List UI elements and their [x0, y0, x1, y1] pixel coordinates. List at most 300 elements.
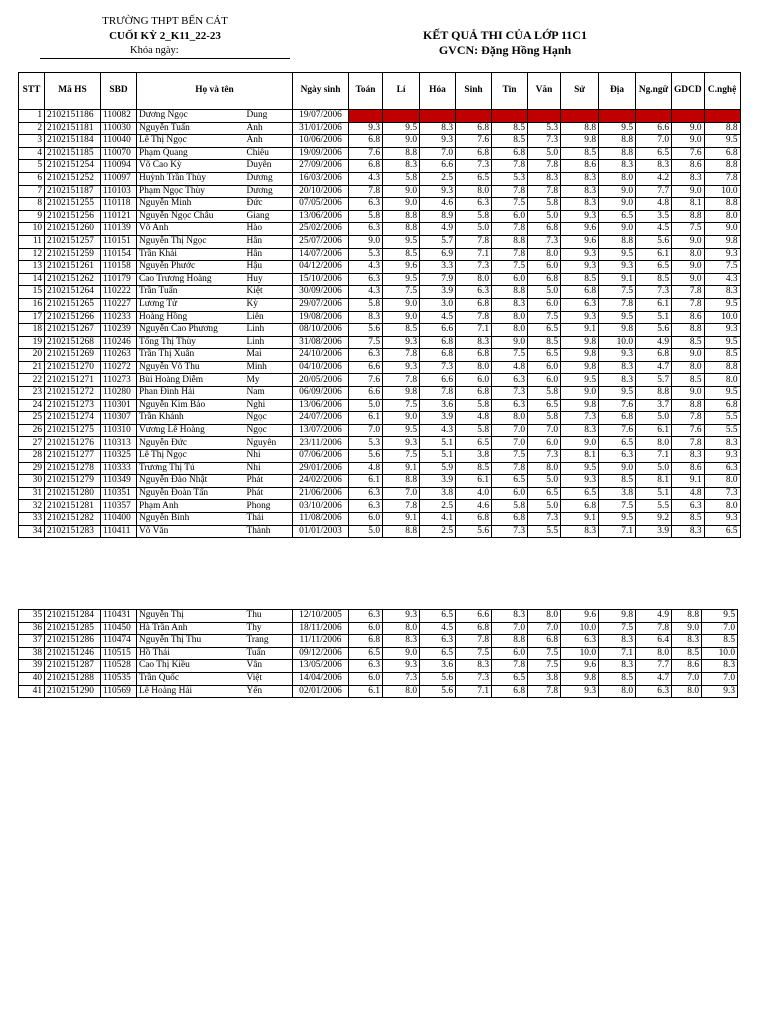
table-row: [19, 374, 741, 387]
cell-ngngu: 6.4: [636, 635, 672, 648]
cell-ma-hs: 2102151290: [45, 685, 101, 698]
cell-ma-hs: 2102151278: [45, 462, 101, 475]
cell-sbd: 110349: [101, 475, 137, 488]
cell-stt: 4: [19, 147, 45, 160]
cell-tin: 8.0: [492, 311, 528, 324]
cell-ngngu: 4.7: [636, 672, 672, 685]
cell-ma-hs: 2102151262: [45, 273, 101, 286]
cell-ngay-sinh: 18/11/2006: [293, 622, 349, 635]
cell-stt: 41: [19, 685, 45, 698]
cell-stt: 39: [19, 660, 45, 673]
cell-sinh: 6.5: [456, 437, 492, 450]
cell-toan: 6.3: [349, 660, 383, 673]
cell-ho-dem: Lê Hoàng Hải: [137, 685, 245, 698]
cell-toan: 7.0: [349, 424, 383, 437]
cell-sbd: 110313: [101, 437, 137, 450]
cell-hoa: 2.5: [420, 525, 456, 538]
cell-ngay-sinh: 04/12/2006: [293, 261, 349, 274]
cell-su: 10.0: [561, 647, 599, 660]
table-row: [19, 223, 741, 236]
cell-dia: 7.5: [599, 500, 636, 513]
cell-tin: 8.8: [492, 286, 528, 299]
cell-ma-hs: 2102151266: [45, 311, 101, 324]
cell-ma-hs: 2102151271: [45, 374, 101, 387]
cell-toan: 4.8: [349, 462, 383, 475]
cell-dia: 9.8: [599, 610, 636, 623]
cell-dia: 8.3: [599, 361, 636, 374]
cell-gdcd: 7.0: [672, 672, 702, 685]
cell-ho-dem: Nguyễn Thị: [137, 610, 245, 623]
cell-dia: 9.5: [599, 311, 636, 324]
cell-ten: Đức: [245, 198, 293, 211]
cell-ma-hs: 2102151264: [45, 286, 101, 299]
cell-li: 9.0: [383, 185, 420, 198]
cell-cnghe: 9.5: [704, 336, 740, 349]
cell-ngay-sinh: 12/10/2005: [293, 610, 349, 623]
cell-li: 7.8: [383, 349, 420, 362]
cell-ngngu: 7.0: [636, 135, 672, 148]
cell-sinh: [456, 110, 492, 123]
cell-stt: 5: [19, 160, 45, 173]
cell-cnghe: 9.3: [704, 513, 740, 526]
cell-tin: 6.8: [492, 513, 528, 526]
cell-dia: 9.3: [599, 261, 636, 274]
cell-tin: 7.3: [492, 387, 528, 400]
cell-hoa: 6.9: [420, 248, 456, 261]
cell-ngay-sinh: 24/02/2006: [293, 475, 349, 488]
cell-ma-hs: 2102151272: [45, 387, 101, 400]
cell-ho-dem: Bùi Hoàng Diễm: [137, 374, 245, 387]
cell-ngngu: 3.7: [636, 399, 672, 412]
cell-ten: Dương: [245, 172, 293, 185]
cell-hoa: 3.9: [420, 475, 456, 488]
cell-su: 9.3: [561, 261, 599, 274]
cell-toan: 5.6: [349, 450, 383, 463]
cell-dia: 7.1: [599, 525, 636, 538]
cell-toan: 9.0: [349, 235, 383, 248]
cell-su: 8.5: [561, 147, 599, 160]
cell-dia: 9.1: [599, 273, 636, 286]
cell-stt: 15: [19, 286, 45, 299]
cell-stt: 3: [19, 135, 45, 148]
cell-toan: 7.6: [349, 374, 383, 387]
cell-tin: 7.8: [492, 462, 528, 475]
cell-li: 9.3: [383, 437, 420, 450]
cell-sinh: 6.1: [456, 475, 492, 488]
cell-li: 9.5: [383, 235, 420, 248]
cell-su: 9.3: [561, 311, 599, 324]
cell-li: 9.0: [383, 198, 420, 211]
cell-ho-dem: Phạm Quang: [137, 147, 245, 160]
cell-ten: Việt: [245, 672, 293, 685]
cell-tin: 7.8: [492, 185, 528, 198]
cell-ho-dem: Hồ Thái: [137, 647, 245, 660]
cell-dia: 8.3: [599, 635, 636, 648]
cell-ho-dem: Huỳnh Trần Thùy: [137, 172, 245, 185]
cell-hoa: [420, 110, 456, 123]
cell-toan: 6.6: [349, 361, 383, 374]
cell-ngay-sinh: 20/05/2006: [293, 374, 349, 387]
col-van: Văn: [528, 73, 561, 110]
cell-stt: 40: [19, 672, 45, 685]
cell-dia: 6.5: [599, 210, 636, 223]
cell-sinh: 8.5: [456, 462, 492, 475]
table-row: [19, 336, 741, 349]
cell-su: 8.3: [561, 198, 599, 211]
cell-sbd: 110474: [101, 635, 137, 648]
cell-cnghe: 8.0: [704, 374, 740, 387]
cell-li: 8.3: [383, 635, 420, 648]
cell-sinh: 7.3: [456, 672, 492, 685]
cell-li: 8.8: [383, 525, 420, 538]
cell-hoa: 7.0: [420, 147, 456, 160]
cell-hoa: 6.3: [420, 635, 456, 648]
cell-gdcd: 7.6: [672, 147, 705, 160]
cell-ngay-sinh: 19/07/2006: [293, 110, 349, 123]
cell-tin: 6.0: [492, 273, 528, 286]
cell-ten: Kiệt: [245, 286, 293, 299]
cell-ngngu: 5.0: [636, 462, 672, 475]
cell-gdcd: 8.8: [672, 210, 705, 223]
cell-dia: 9.5: [599, 248, 636, 261]
cell-stt: 13: [19, 261, 45, 274]
cell-sbd: 110246: [101, 336, 137, 349]
cell-gdcd: 9.0: [672, 185, 705, 198]
cell-gdcd: 9.1: [672, 475, 705, 488]
cell-tin: 7.0: [492, 437, 528, 450]
cell-sinh: 6.8: [456, 349, 492, 362]
cell-gdcd: 8.6: [672, 160, 705, 173]
cell-ten: Nhi: [245, 462, 293, 475]
cell-gdcd: 8.6: [672, 462, 705, 475]
cell-li: 7.8: [383, 500, 420, 513]
cell-van: 5.8: [528, 387, 561, 400]
cell-ten: Anh: [245, 122, 293, 135]
cell-ten: Nguyên: [245, 437, 293, 450]
cell-ngngu: 8.0: [636, 437, 672, 450]
table-row: [19, 647, 738, 660]
cell-sinh: 7.6: [456, 135, 492, 148]
cell-tin: 8.3: [492, 298, 528, 311]
cell-stt: 6: [19, 172, 45, 185]
cell-hoa: 4.5: [420, 622, 456, 635]
cell-stt: 24: [19, 399, 45, 412]
cell-ngay-sinh: 07/05/2006: [293, 198, 349, 211]
cell-su: 6.8: [561, 500, 599, 513]
cell-tin: 7.8: [492, 660, 528, 673]
cell-ma-hs: 2102151270: [45, 361, 101, 374]
cell-dia: 8.3: [599, 374, 636, 387]
cell-sbd: 110154: [101, 248, 137, 261]
cell-su: 8.3: [561, 424, 599, 437]
cell-ngay-sinh: 20/10/2006: [293, 185, 349, 198]
cell-ho-dem: Lê Thị Ngọc: [137, 135, 245, 148]
cell-cnghe: 6.8: [704, 399, 740, 412]
cell-ho-dem: Vương Lê Hoàng: [137, 424, 245, 437]
cell-sbd: 110158: [101, 261, 137, 274]
cell-sbd: 110151: [101, 235, 137, 248]
cell-ten: Ngọc: [245, 412, 293, 425]
cell-sinh: 5.6: [456, 525, 492, 538]
table-header-row: [19, 73, 741, 110]
cell-sbd: 110097: [101, 172, 137, 185]
col-toan: Toán: [349, 73, 383, 110]
cell-dia: 8.5: [599, 475, 636, 488]
cell-stt: 30: [19, 475, 45, 488]
cell-ten: Hậu: [245, 261, 293, 274]
cell-dia: 7.6: [599, 424, 636, 437]
cell-ten: Ngọc: [245, 424, 293, 437]
cell-stt: 7: [19, 185, 45, 198]
cell-toan: 6.8: [349, 135, 383, 148]
cell-hoa: 7.9: [420, 273, 456, 286]
cell-li: 8.8: [383, 147, 420, 160]
col-gdcd: GDCD: [672, 73, 705, 110]
cell-van: 6.5: [528, 349, 561, 362]
cell-ma-hs: 2102151285: [45, 622, 101, 635]
table-row: [19, 147, 741, 160]
cell-stt: 2: [19, 122, 45, 135]
cell-li: 8.5: [383, 248, 420, 261]
cell-sinh: 6.3: [456, 198, 492, 211]
cell-stt: 38: [19, 647, 45, 660]
cell-sinh: 7.5: [456, 647, 492, 660]
cell-ngngu: 4.5: [636, 223, 672, 236]
cell-toan: 6.1: [349, 412, 383, 425]
cell-tin: 6.0: [492, 210, 528, 223]
cell-van: 7.0: [528, 622, 561, 635]
table-row: [19, 525, 741, 538]
cell-ho-dem: Võ Cao Kỳ: [137, 160, 245, 173]
cell-li: 8.0: [383, 622, 420, 635]
cell-stt: 35: [19, 610, 45, 623]
cell-hoa: 4.3: [420, 424, 456, 437]
cell-cnghe: 9.8: [704, 235, 740, 248]
cell-ngay-sinh: 01/01/2003: [293, 525, 349, 538]
cell-van: 6.0: [528, 374, 561, 387]
cell-sbd: 110139: [101, 223, 137, 236]
cell-ngngu: 6.6: [636, 122, 672, 135]
cell-ngngu: 7.7: [636, 185, 672, 198]
cell-gdcd: 7.8: [672, 437, 705, 450]
cell-li: 9.3: [383, 361, 420, 374]
cell-ma-hs: 2102151256: [45, 210, 101, 223]
col-tin: Tin: [492, 73, 528, 110]
cell-cnghe: 7.5: [704, 261, 740, 274]
cell-su: 8.3: [561, 185, 599, 198]
cell-su: 9.6: [561, 660, 599, 673]
cell-ten: Duyên: [245, 160, 293, 173]
cell-ngngu: 6.1: [636, 248, 672, 261]
cell-ngay-sinh: 16/03/2006: [293, 172, 349, 185]
cell-ngay-sinh: 13/06/2006: [293, 210, 349, 223]
cell-van: 6.8: [528, 223, 561, 236]
cell-gdcd: 8.5: [672, 513, 705, 526]
cell-su: 9.8: [561, 336, 599, 349]
cell-gdcd: 8.3: [672, 525, 705, 538]
cell-cnghe: 5.5: [704, 424, 740, 437]
col-ma-hs: Mã HS: [45, 73, 101, 110]
cell-dia: 6.5: [599, 437, 636, 450]
cell-tin: 7.5: [492, 349, 528, 362]
cell-sbd: 110411: [101, 525, 137, 538]
cell-li: 8.8: [383, 475, 420, 488]
cell-stt: 18: [19, 324, 45, 337]
cell-ho-dem: Nguyễn Ngọc Châu: [137, 210, 245, 223]
cell-ten: Phát: [245, 475, 293, 488]
cell-dia: 10.0: [599, 336, 636, 349]
cell-ngay-sinh: 08/10/2006: [293, 324, 349, 337]
cell-li: 8.3: [383, 160, 420, 173]
cell-sinh: 7.3: [456, 261, 492, 274]
cell-sinh: 4.6: [456, 500, 492, 513]
cell-ten: Phong: [245, 500, 293, 513]
cell-ho-dem: Phạm Ngọc Thùy: [137, 185, 245, 198]
cell-dia: 8.8: [599, 147, 636, 160]
cell-cnghe: 9.3: [704, 324, 740, 337]
cell-su: 8.6: [561, 160, 599, 173]
cell-ma-hs: 2102151261: [45, 261, 101, 274]
cell-ma-hs: 2102151254: [45, 160, 101, 173]
cell-cnghe: 8.0: [704, 500, 740, 513]
cell-su: 8.8: [561, 122, 599, 135]
cell-ho-dem: Lương Tử: [137, 298, 245, 311]
cell-cnghe: 6.5: [704, 525, 740, 538]
cell-ten: Nhi: [245, 450, 293, 463]
cell-ten: Hân: [245, 248, 293, 261]
cell-stt: 19: [19, 336, 45, 349]
cell-stt: 37: [19, 635, 45, 648]
cell-ngngu: 4.2: [636, 172, 672, 185]
cell-ngngu: 5.7: [636, 374, 672, 387]
cell-ngay-sinh: 15/10/2006: [293, 273, 349, 286]
table-row: [19, 361, 741, 374]
cell-ma-hs: 2102151275: [45, 424, 101, 437]
cell-ho-dem: Trần Quốc: [137, 672, 245, 685]
cell-ngay-sinh: 04/10/2006: [293, 361, 349, 374]
cell-ngay-sinh: 30/09/2006: [293, 286, 349, 299]
table-row: [19, 261, 741, 274]
cell-tin: 7.0: [492, 424, 528, 437]
cell-ngngu: 8.1: [636, 475, 672, 488]
cell-ma-hs: 2102151280: [45, 487, 101, 500]
cell-ho-dem: Cao Thị Kiều: [137, 660, 245, 673]
cell-li: 7.5: [383, 450, 420, 463]
cell-ma-hs: 2102151281: [45, 500, 101, 513]
cell-ma-hs: 2102151184: [45, 135, 101, 148]
cell-ngngu: 6.1: [636, 298, 672, 311]
cell-ma-hs: 2102151187: [45, 185, 101, 198]
cell-sinh: 6.6: [456, 610, 492, 623]
cell-su: 9.3: [561, 248, 599, 261]
cell-sinh: 4.8: [456, 412, 492, 425]
cell-su: 9.8: [561, 672, 599, 685]
cell-ngay-sinh: 27/09/2006: [293, 160, 349, 173]
cell-ten: Mai: [245, 349, 293, 362]
cell-ngay-sinh: 11/08/2006: [293, 513, 349, 526]
cell-hoa: 6.6: [420, 374, 456, 387]
cell-li: 8.0: [383, 685, 420, 698]
cell-van: 5.0: [528, 475, 561, 488]
cell-ngngu: 5.6: [636, 324, 672, 337]
cell-dia: 8.8: [599, 235, 636, 248]
cell-su: 6.8: [561, 286, 599, 299]
cell-sbd: 110535: [101, 672, 137, 685]
cell-ten: Hào: [245, 223, 293, 236]
cell-gdcd: 7.8: [672, 412, 705, 425]
cell-gdcd: 9.0: [672, 273, 705, 286]
cell-tin: 7.8: [492, 248, 528, 261]
cell-cnghe: 8.3: [702, 660, 738, 673]
cell-stt: 26: [19, 424, 45, 437]
cell-toan: 6.3: [349, 223, 383, 236]
cell-gdcd: 7.6: [672, 424, 705, 437]
cell-hoa: 4.9: [420, 223, 456, 236]
cell-ngay-sinh: 06/09/2006: [293, 387, 349, 400]
table-row: [19, 672, 738, 685]
cell-su: 9.3: [561, 685, 599, 698]
cell-ho-dem: Lê Thị Ngọc: [137, 450, 245, 463]
cell-ngngu: 7.7: [636, 660, 672, 673]
cell-li: 7.3: [383, 672, 420, 685]
cell-tin: 7.3: [492, 525, 528, 538]
cell-hoa: 5.6: [420, 685, 456, 698]
cell-gdcd: 8.5: [672, 647, 702, 660]
cell-ten: Trang: [245, 635, 293, 648]
cell-gdcd: 9.0: [672, 122, 705, 135]
cell-tin: 7.5: [492, 450, 528, 463]
cell-dia: 8.3: [599, 660, 636, 673]
table-row: [19, 437, 741, 450]
cell-tin: 6.8: [492, 685, 528, 698]
cell-ho-dem: Trần Tuấn: [137, 286, 245, 299]
cell-ma-hs: 2102151274: [45, 412, 101, 425]
table-row: [19, 235, 741, 248]
cell-ten: Dung: [245, 110, 293, 123]
cell-sinh: 6.0: [456, 374, 492, 387]
cell-ten: Kỳ: [245, 298, 293, 311]
cell-toan: 6.3: [349, 273, 383, 286]
cell-ho-dem: Phạm Anh: [137, 500, 245, 513]
cell-su: 7.3: [561, 412, 599, 425]
cell-toan: 5.8: [349, 210, 383, 223]
cell-ten: Thy: [245, 622, 293, 635]
cell-toan: 6.1: [349, 685, 383, 698]
cell-hoa: 5.6: [420, 672, 456, 685]
cell-cnghe: 8.3: [704, 286, 740, 299]
cell-hoa: 5.1: [420, 450, 456, 463]
cell-toan: 6.1: [349, 475, 383, 488]
cell-stt: 9: [19, 210, 45, 223]
cell-ho-dem: Nguyễn Bình: [137, 513, 245, 526]
cell-cnghe: 8.8: [704, 198, 740, 211]
cell-tin: 8.0: [492, 324, 528, 337]
cell-hoa: 3.9: [420, 412, 456, 425]
exam-date-label: Khóa ngày:: [130, 45, 179, 56]
cell-hoa: 3.9: [420, 286, 456, 299]
cell-su: 9.8: [561, 361, 599, 374]
cell-su: 8.3: [561, 525, 599, 538]
cell-toan: 6.0: [349, 622, 383, 635]
cell-li: 9.3: [383, 660, 420, 673]
cell-sinh: 6.5: [456, 172, 492, 185]
cell-stt: 36: [19, 622, 45, 635]
cell-li: 9.0: [383, 298, 420, 311]
cell-sbd: 110357: [101, 500, 137, 513]
cell-sinh: 8.3: [456, 660, 492, 673]
cell-ngay-sinh: 29/01/2006: [293, 462, 349, 475]
cell-hoa: 5.9: [420, 462, 456, 475]
